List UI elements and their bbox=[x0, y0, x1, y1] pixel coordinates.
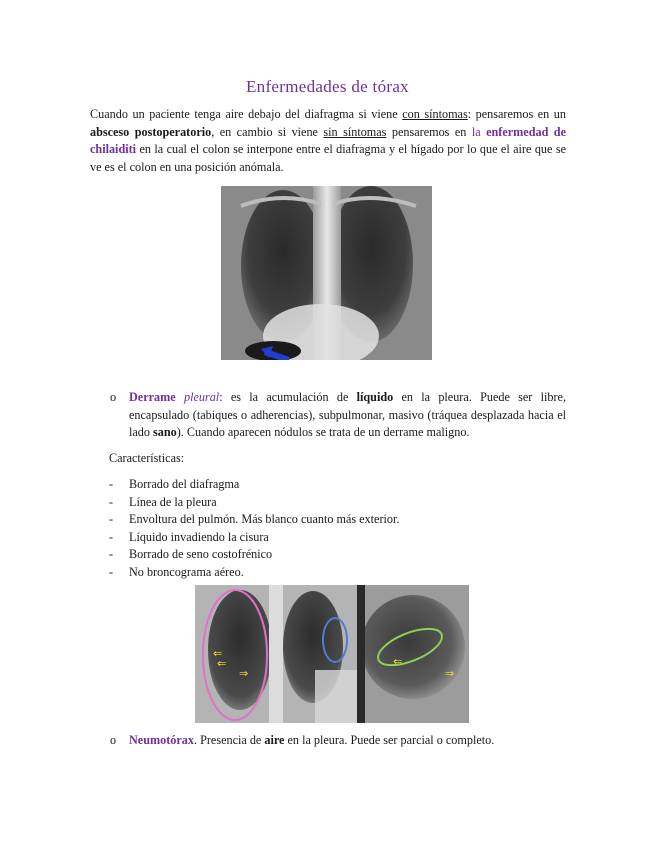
neumotorax-term: Neumotórax bbox=[129, 733, 194, 747]
list-item: - No broncograma aéreo. bbox=[109, 564, 399, 582]
page-title: Enfermedades de tórax bbox=[245, 77, 409, 96]
bullet-marker: o bbox=[110, 390, 117, 404]
list-item: - Borrado de seno costofrénico bbox=[109, 546, 399, 564]
svg-text:⇐: ⇐ bbox=[393, 655, 403, 668]
con-sintomas-text: con síntomas bbox=[402, 107, 468, 121]
caracteristicas-label: Características: bbox=[109, 451, 185, 465]
chest-xray-chilaiditi-image bbox=[221, 186, 432, 360]
derrame-paragraph: o Derrame pleural: es la acumulación de líquido en la pleura. Puede ser libre, encapsulado (tabiques o adherencias), subpulmonar, masivo (tráquea desplazada hacia el lado sano). Cuando aparecen nódulos se trata de un derrame maligno. bbox=[110, 390, 566, 440]
pleural-effusion-xray-image bbox=[195, 585, 469, 723]
svg-text:⇐: ⇐ bbox=[217, 657, 227, 670]
svg-text:⇐: ⇐ bbox=[213, 647, 223, 660]
chilaiditi-text: enfermedad de chilaiditi bbox=[90, 124, 566, 157]
bullet-marker: o bbox=[110, 733, 117, 747]
intro-paragraph: Cuando un paciente tenga aire debajo del diafragma si viene con síntomas: pensaremos en un absceso postoperatorio, en cambio si viene sin síntomas pensaremos en la enfermedad de chilaiditi en la cual el colon se interpone entre el diafragma y el hígado por lo que el aire que se ve es el colon en una posición anómala. bbox=[90, 107, 566, 174]
absceso-text: absceso postoperatorio bbox=[90, 124, 212, 139]
neumotorax-paragraph: o Neumotórax. Presencia de aire en la pleura. Puede ser parcial o completo. bbox=[110, 733, 495, 747]
derrame-term: Derrame bbox=[129, 390, 176, 404]
svg-text:⇒: ⇒ bbox=[445, 667, 455, 680]
svg-text:⇒: ⇒ bbox=[239, 667, 249, 680]
list-item: - Envoltura del pulmón. Más blanco cuanto más exterior. bbox=[109, 511, 399, 529]
sin-sintomas-text: sin síntomas bbox=[323, 124, 387, 139]
list-item: - Borrado del diafragma bbox=[109, 476, 399, 494]
caracteristicas-list bbox=[109, 476, 399, 582]
list-item: - Líquido invadiendo la cisura bbox=[109, 529, 399, 547]
list-item: - Línea de la pleura bbox=[109, 494, 399, 512]
